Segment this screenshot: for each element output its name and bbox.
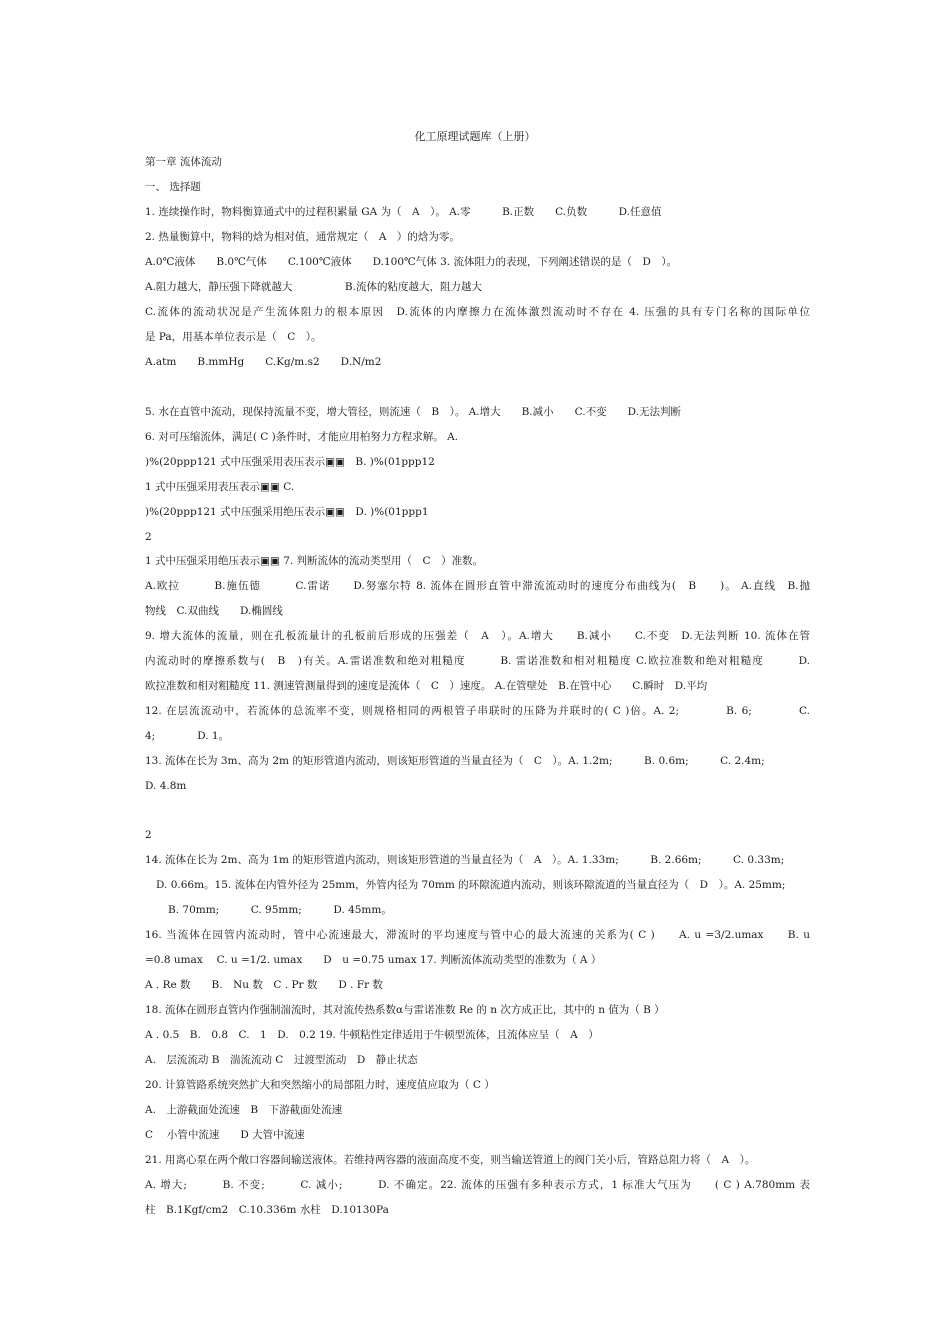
text-line: A. 上游截面处流速 B 下游截面处流速 — [145, 1104, 343, 1116]
text-line: 物线 C.双曲线 D.椭圆线 — [145, 605, 283, 617]
text-line: 20. 计算管路系统突然扩大和突然缩小的局部阻力时，速度值应取为（ C ） — [145, 1079, 495, 1091]
text-line: B. 70mm; C. 95mm; D. 45mm。 — [168, 904, 392, 916]
text-line: D. 0.66m。15. 流体在内管外径为 25mm，外管内径为 70mm 的环隙流道内流动，则该环隙流道的当量直径为（ D ）。A. 25mm; — [156, 879, 786, 891]
formula-line: )%(20ppp121 式中压强采用绝压表示▣▣ D. )%(01ppp1 — [145, 506, 429, 518]
text-line: 内流动时的摩擦系数与( B )有关。A.雷诺准数和绝对粗糙度 B. 雷诺准数和相对粗糙度 C.欧拉准数和绝对粗糙度 D. — [145, 655, 810, 667]
text-line: 2. 热量衡算中，物料的焓为相对值，通常规定（ A ）的焓为零。 — [145, 231, 460, 243]
text-line: 12. 在层流流动中，若流体的总流率不变，则规格相同的两根管子串联时的压降为并联时的( C )倍。A. 2; B. 6; C. — [145, 705, 810, 717]
text-line: 6. 对可压缩流体，满足( C )条件时，才能应用柏努力方程求解。 A. — [145, 431, 459, 443]
text-line: 欧拉准数和相对粗糙度 11. 测速管测量得到的速度是流体（ C ）速度。 A.在管壁处 B.在管中心 C.瞬时 D.平均 — [145, 680, 708, 692]
text-line: 1 式中压强采用绝压表示▣▣ 7. 判断流体的流动类型用（ C ）准数。 — [145, 555, 484, 567]
text-line: 13. 流体在长为 3m、高为 2m 的矩形管道内流动，则该矩形管道的当量直径为（ C ）。A. 1.2m; B. 0.6m; C. 2.4m; — [145, 755, 765, 767]
text-line: D. 4.8m — [145, 780, 187, 792]
text-line: 9. 增大流体的流量，则在孔板流量计的孔板前后形成的压强差（ A ）。A.增大 B.减小 C.不变 D.无法判断 10. 流体在管 — [145, 630, 810, 642]
text-line: A.阻力越大，静压强下降就越大 B.流体的粘度越大，阻力越大 — [145, 281, 482, 293]
text-line: A.atm B.mmHg C.Kg/m.s2 D.N/m2 — [145, 356, 382, 368]
text-line: 14. 流体在长为 2m、高为 1m 的矩形管道内流动，则该矩形管道的当量直径为（ A ）。A. 1.33m; B. 2.66m; C. 0.33m; — [145, 854, 785, 866]
formula-line: 2 — [145, 531, 152, 543]
formula-line: 1 式中压强采用表压表示▣▣ C. — [145, 481, 295, 493]
chapter-heading: 第一章 流体流动 — [145, 156, 222, 168]
section-heading: 一、 选择题 — [145, 181, 201, 193]
text-line: 18. 流体在圆形直管内作强制湍流时，其对流传热系数α与雷诺准数 Re 的 n 次方成正比，其中的 n 值为（ B ） — [145, 1004, 665, 1016]
text-line: 柱 B.1Kgf/cm2 C.10.336m 水柱 D.10130Pa — [145, 1204, 389, 1216]
text-line: A. 层流流动 B 湍流流动 C 过渡型流动 D 静止状态 — [145, 1054, 418, 1066]
text-line: =0.8 umax C. u =1/2. umax D u =0.75 umax 17. 判断流体流动类型的准数为（ A ） — [145, 954, 602, 966]
text-line: 5. 水在直管中流动，现保持流量不变，增大管径，则流速（ B ）。 A.增大 B.减小 C.不变 D.无法判断 — [145, 406, 682, 418]
text-line: 是 Pa，用基本单位表示是（ C ）。 — [145, 331, 322, 343]
text-line: A . 0.5 B. 0.8 C. 1 D. 0.2 19. 牛顿粘性定律适用于牛顿型流体，且流体应呈（ A ） — [145, 1029, 599, 1041]
text-line: 16. 当流体在园管内流动时，管中心流速最大，滞流时的平均速度与管中心的最大流速的关系为( C ) A. u =3/2.umax B. u — [145, 929, 810, 941]
text-line: 21. 用离心泵在两个敞口容器间输送液体。若维持两容器的液面高度不变，则当输送管道上的阀门关小后，管路总阻力将（ A ）。 — [145, 1154, 756, 1166]
text-line: 4; D. 1。 — [145, 730, 230, 742]
text-line: 1. 连续操作时，物料衡算通式中的过程积累量 GA 为（ A ）。 A.零 B.正数 C.负数 D.任意值 — [145, 206, 662, 218]
document-title: 化工原理试题库（上册） — [414, 130, 536, 143]
text-line: A. 增大; B. 不变; C. 减小; D. 不确定。22. 流体的压强有多种表示方式，1 标准大气压为 ( C ) A.780mm 表 — [145, 1179, 810, 1191]
text-line: C.流体的流动状况是产生流体阻力的根本原因 D.流体的内摩擦力在流体激烈流动时不存在 4. 压强的具有专门名称的国际单位 — [145, 306, 810, 318]
formula-line: )%(20ppp121 式中压强采用表压表示▣▣ B. )%(01ppp12 — [145, 456, 435, 468]
text-line: C 小管中流速 D 大管中流速 — [145, 1129, 305, 1141]
text-line: A . Re 数 B. Nu 数 C . Pr 数 D . Fr 数 — [145, 979, 383, 991]
text-line: A.0℃液体 B.0℃气体 C.100℃液体 D.100℃气体 3. 流体阻力的表现，下列阐述错误的是（ D ）。 — [145, 256, 678, 268]
page-number: 2 — [145, 829, 152, 841]
text-line: A.欧拉 B.施伍德 C.雷诺 D.努塞尔特 8. 流体在圆形直管中滞流流动时的速度分布曲线为( B )。 A.直线 B.抛 — [145, 580, 810, 592]
